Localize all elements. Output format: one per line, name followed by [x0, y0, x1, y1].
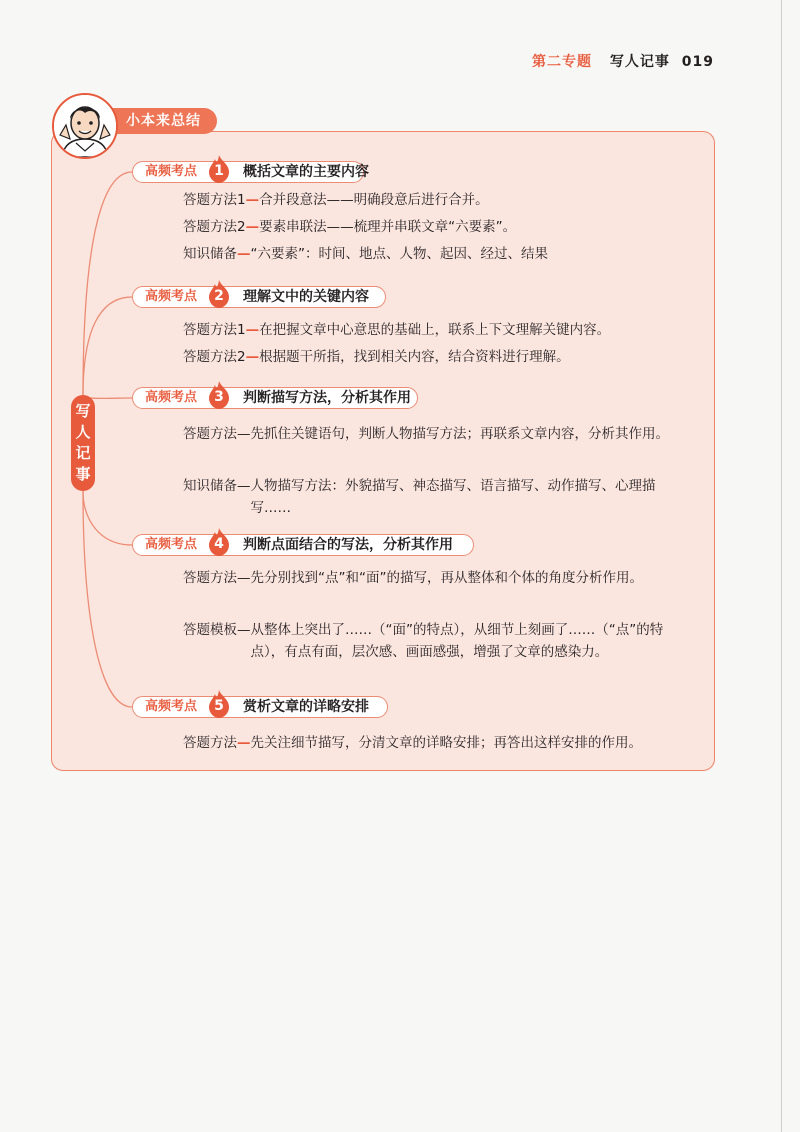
topic-1-header: [132, 161, 369, 183]
topic-tag: 高频考点: [145, 289, 198, 304]
item-label: 答题方法2: [183, 349, 246, 365]
item-text: 在把握文章中心意思的基础上，联系上下文理解关键内容。: [259, 322, 611, 338]
topic-1-item-3: [183, 243, 548, 265]
item-text: 人物描写方法：外貌描写、神态描写、语言描写、动作描写、心理描写……: [250, 478, 656, 516]
topic-4-header: [132, 534, 474, 556]
chapter-title: 写人记事: [609, 54, 670, 70]
flame-number-icon: [207, 528, 231, 556]
item-dash: —: [237, 246, 251, 262]
flame-number-icon: [207, 155, 231, 183]
item-text: 先分别找到“点”和“面”的描写，再从整体和个体的角度分析作用。: [250, 570, 643, 586]
item-label: 答题方法1: [183, 192, 246, 208]
item-label: 知识储备: [183, 478, 237, 494]
flame-number-icon: [207, 381, 231, 409]
topic-number: 4: [214, 536, 224, 552]
item-label: 答题方法: [183, 735, 237, 751]
item-dash: —: [245, 322, 260, 338]
item-text: “六要素”：时间、地点、人物、起因、经过、结果: [250, 246, 548, 262]
item-dash: —: [245, 219, 260, 235]
item-label: 答题方法: [183, 570, 237, 586]
vertical-char: 写: [75, 402, 91, 420]
topic-number: 2: [214, 288, 224, 304]
vertical-category-label: [71, 395, 95, 491]
topic-heading: 判断点面结合的写法，分析其作用: [243, 537, 453, 553]
cartoon-boy-avatar: [52, 93, 118, 159]
topic-3-item-1: [183, 423, 683, 445]
topic-1-item-2: [183, 216, 516, 238]
item-dash: —: [245, 349, 260, 365]
topic-tag: 高频考点: [145, 390, 198, 405]
topic-tag: 高频考点: [145, 537, 198, 552]
topic-heading: 理解文中的关键内容: [243, 289, 369, 305]
flame-number-icon: [207, 690, 231, 718]
section-label: 第二专题: [532, 54, 593, 70]
topic-2-item-2: [183, 346, 570, 368]
topic-number: 1: [214, 163, 224, 179]
item-label: 答题模板: [183, 622, 237, 638]
item-label: 答题方法: [183, 426, 237, 442]
page-number: 019: [681, 54, 714, 70]
item-label: 答题方法2: [183, 219, 246, 235]
item-label: 知识储备: [183, 246, 237, 262]
topic-heading: 概括文章的主要内容: [243, 164, 369, 180]
item-label: 答题方法1: [183, 322, 246, 338]
item-text: 从整体上突出了……（“面”的特点），从细节上刻画了……（“点”的特点），有点有面，层次感、画面感强，增强了文章的感染力。: [250, 622, 664, 660]
topic-4-item-1: [183, 567, 683, 589]
item-text: 先抓住关键语句，判断人物描写方法；再联系文章内容，分析其作用。: [250, 426, 669, 442]
topic-2-item-1: [183, 319, 610, 341]
topic-1-item-1: [183, 189, 489, 211]
topic-5-item-1: [183, 732, 642, 754]
item-text: 合并段意法——明确段意后进行合并。: [259, 192, 489, 208]
vertical-char: 人: [75, 423, 91, 441]
topic-tag: 高频考点: [145, 164, 198, 179]
item-dash: —: [245, 192, 260, 208]
topic-4-item-2: [183, 619, 683, 663]
topic-heading: 赏析文章的详略安排: [243, 699, 369, 715]
item-dash: —: [237, 735, 251, 751]
item-dash: —: [237, 478, 251, 494]
topic-5-header: [132, 696, 388, 718]
item-text: 根据题干所指，找到相关内容，结合资料进行理解。: [259, 349, 570, 365]
topic-tag: 高频考点: [145, 699, 198, 714]
topic-2-header: [132, 286, 386, 308]
flame-number-icon: [207, 280, 231, 308]
item-text: 先关注细节描写，分清文章的详略安排；再答出这样安排的作用。: [250, 735, 642, 751]
vertical-char: 事: [75, 465, 91, 483]
topic-number: 5: [214, 698, 224, 714]
vertical-char: 记: [75, 444, 91, 462]
summary-title: 小本来总结: [108, 108, 217, 134]
topic-heading: 判断描写方法，分析其作用: [243, 390, 411, 406]
topic-3-item-2: [183, 475, 673, 519]
topic-3-header: [132, 387, 418, 409]
topic-number: 3: [214, 389, 224, 405]
item-dash: —: [237, 570, 251, 586]
item-text: 要素串联法——梳理并串联文章“六要素”。: [259, 219, 517, 235]
item-dash: —: [237, 622, 251, 638]
item-dash: —: [237, 426, 251, 442]
